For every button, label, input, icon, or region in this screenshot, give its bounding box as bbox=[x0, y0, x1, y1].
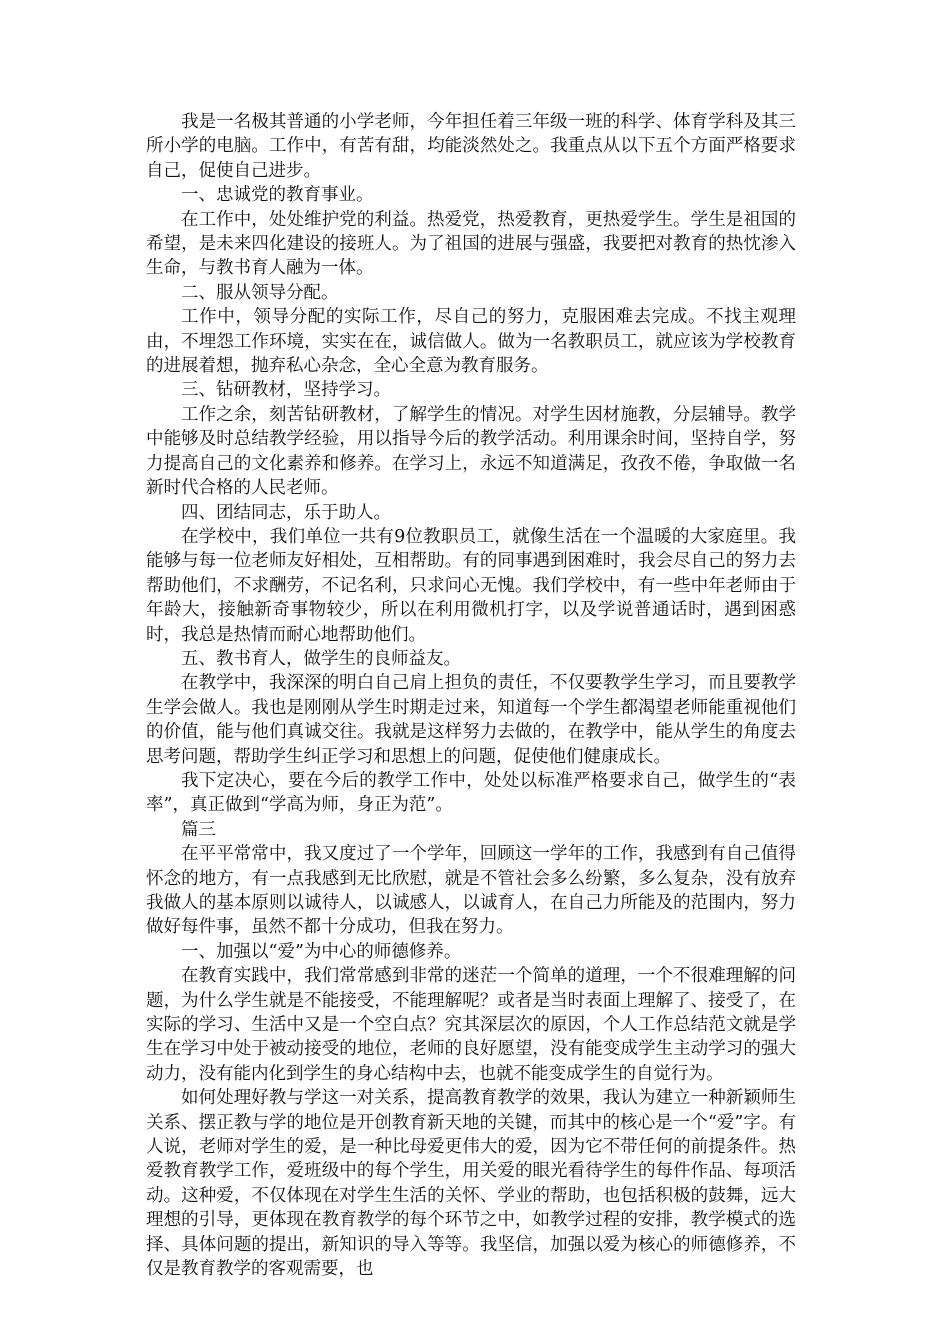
section-heading-1: 一、忠诚党的教育事业。 bbox=[181, 185, 374, 206]
body-paragraph: 我下定决心，要在今后的教学工作中，处处以标准严格要求自己，做学生的“表率”，真正做到“学高为师，身正为范”。 bbox=[146, 770, 796, 816]
document-body bbox=[146, 110, 796, 1282]
body-paragraph: 在教育实践中，我们常常感到非常的迷茫一个简单的道理，一个不很难理解的问题，为什么学生就是不能接受，不能理解呢？或者是当时表面上理解了、接受了，在实际的学习、生活中又是一个空白点？究其深层次的原因，个人工作总结范文就是学生在学习中处于被动接受的地位，老师的良好愿望，没有能变成学生主动学习的强大动力，没有能内化到学生的身心结构中去，也就不能变成学生的自觉行为。 bbox=[146, 966, 796, 1084]
body-paragraph: 工作中，领导分配的实际工作，尽自己的努力，克服困难去完成。不找主观理由，不埋怨工作环境，实实在在，诚信做人。做为一名教职员工，就应该为学校教育的进展着想，抛弃私心杂念，全心全意为教育服务。 bbox=[146, 307, 796, 377]
body-paragraph: 在教学中，我深深的明白自己肩上担负的责任，不仅要教学生学习，而且要教学生学会做人。我也是刚刚从学生时期走过来，知道每一个学生都渴望老师能重视他们的价值，能与他们真诚交往。我就是这样努力去做的，在教学中，能从学生的角度去思考问题，帮助学生纠正学习和思想上的问题，促使他们健康成长。 bbox=[146, 673, 796, 767]
section-heading-3: 三、钻研教材，坚持学习。 bbox=[181, 380, 391, 401]
part-title: 篇三 bbox=[181, 819, 216, 840]
body-paragraph: 如何处理好教与学这一对关系，提高教育教学的效果，我认为建立一种新颖师生关系、摆正教与学的地位是开创教育新天地的关键，而其中的核心是一个“爱”字。有人说，老师对学生的爱，是一种比母爱更伟大的爱，因为它不带任何的前提条件。热爱教育教学工作，爱班级中的每个学生，用关爱的眼光看待学生的每件作品、每项活动。这种爱，不仅体现在对学生生活的关怀、学业的帮助，也包括积极的鼓舞，远大理想的引导，更体现在教育教学的每个环节之中，如教学过程的安排，教学模式的选择、具体问题的提出，新知识的导入等等。我坚信，加强以爱为核心的师德修养，不仅是教育教学的客观需要，也 bbox=[146, 1088, 796, 1280]
body-paragraph: 在学校中，我们单位一共有9位教职员工，就像生活在一个温暖的大家庭里。我能够与每一位老师友好相处，互相帮助。有的同事遇到困难时，我会尽自己的努力去帮助他们，不求酬劳，不记名利，只求问心无愧。我们学校中，有一些中年老师由于年龄大，接触新奇事物较少，所以在利用微机打字，以及学说普通话时，遇到困惑时，我总是热情而耐心地帮助他们。 bbox=[146, 526, 796, 645]
section-heading-2: 二、服从领导分配。 bbox=[181, 282, 339, 303]
section-heading-4: 四、团结同志，乐于助人。 bbox=[181, 502, 391, 523]
intro-paragraph: 我是一名极其普通的小学老师，今年担任着三年级一班的科学、体育学科及其三所小学的电脑。工作中，有苦有甜，均能淡然处之。我重点从以下五个方面严格要求自己，促使自己进步。 bbox=[146, 112, 796, 181]
body-paragraph: 工作之余，刻苦钻研教材，了解学生的情况。对学生因材施教，分层辅导。教学中能够及时总结教学经验，用以指导今后的教学活动。利用课余时间，坚持自学，努力提高自己的文化素养和修养。在学习上，永远不知道满足，孜孜不倦，争取做一名新时代合格的人民老师。 bbox=[146, 404, 796, 499]
section-heading-6: 一、加强以“爱”为中心的师德修养。 bbox=[181, 941, 462, 962]
section-heading-5: 五、教书育人，做学生的良师益友。 bbox=[181, 648, 461, 669]
body-paragraph: 在平平常常中，我又度过了一个学年，回顾这一学年的工作，我感到有自己值得怀念的地方，有一点我感到无比欣慰，就是不管社会多么纷繁，多么复杂，没有放弃我做人的基本原则以诚待人，以诚感人，以诚育人，在自己力所能及的范围内，努力做好每件事，虽然不都十分成功，但我在努力。 bbox=[146, 844, 796, 938]
body-paragraph: 在工作中，处处维护党的利益。热爱党，热爱教育，更热爱学生。学生是祖国的希望，是未来四化建设的接班人。为了祖国的进展与强盛，我要把对教育的热忱渗入生命，与教书育人融为一体。 bbox=[146, 209, 796, 279]
